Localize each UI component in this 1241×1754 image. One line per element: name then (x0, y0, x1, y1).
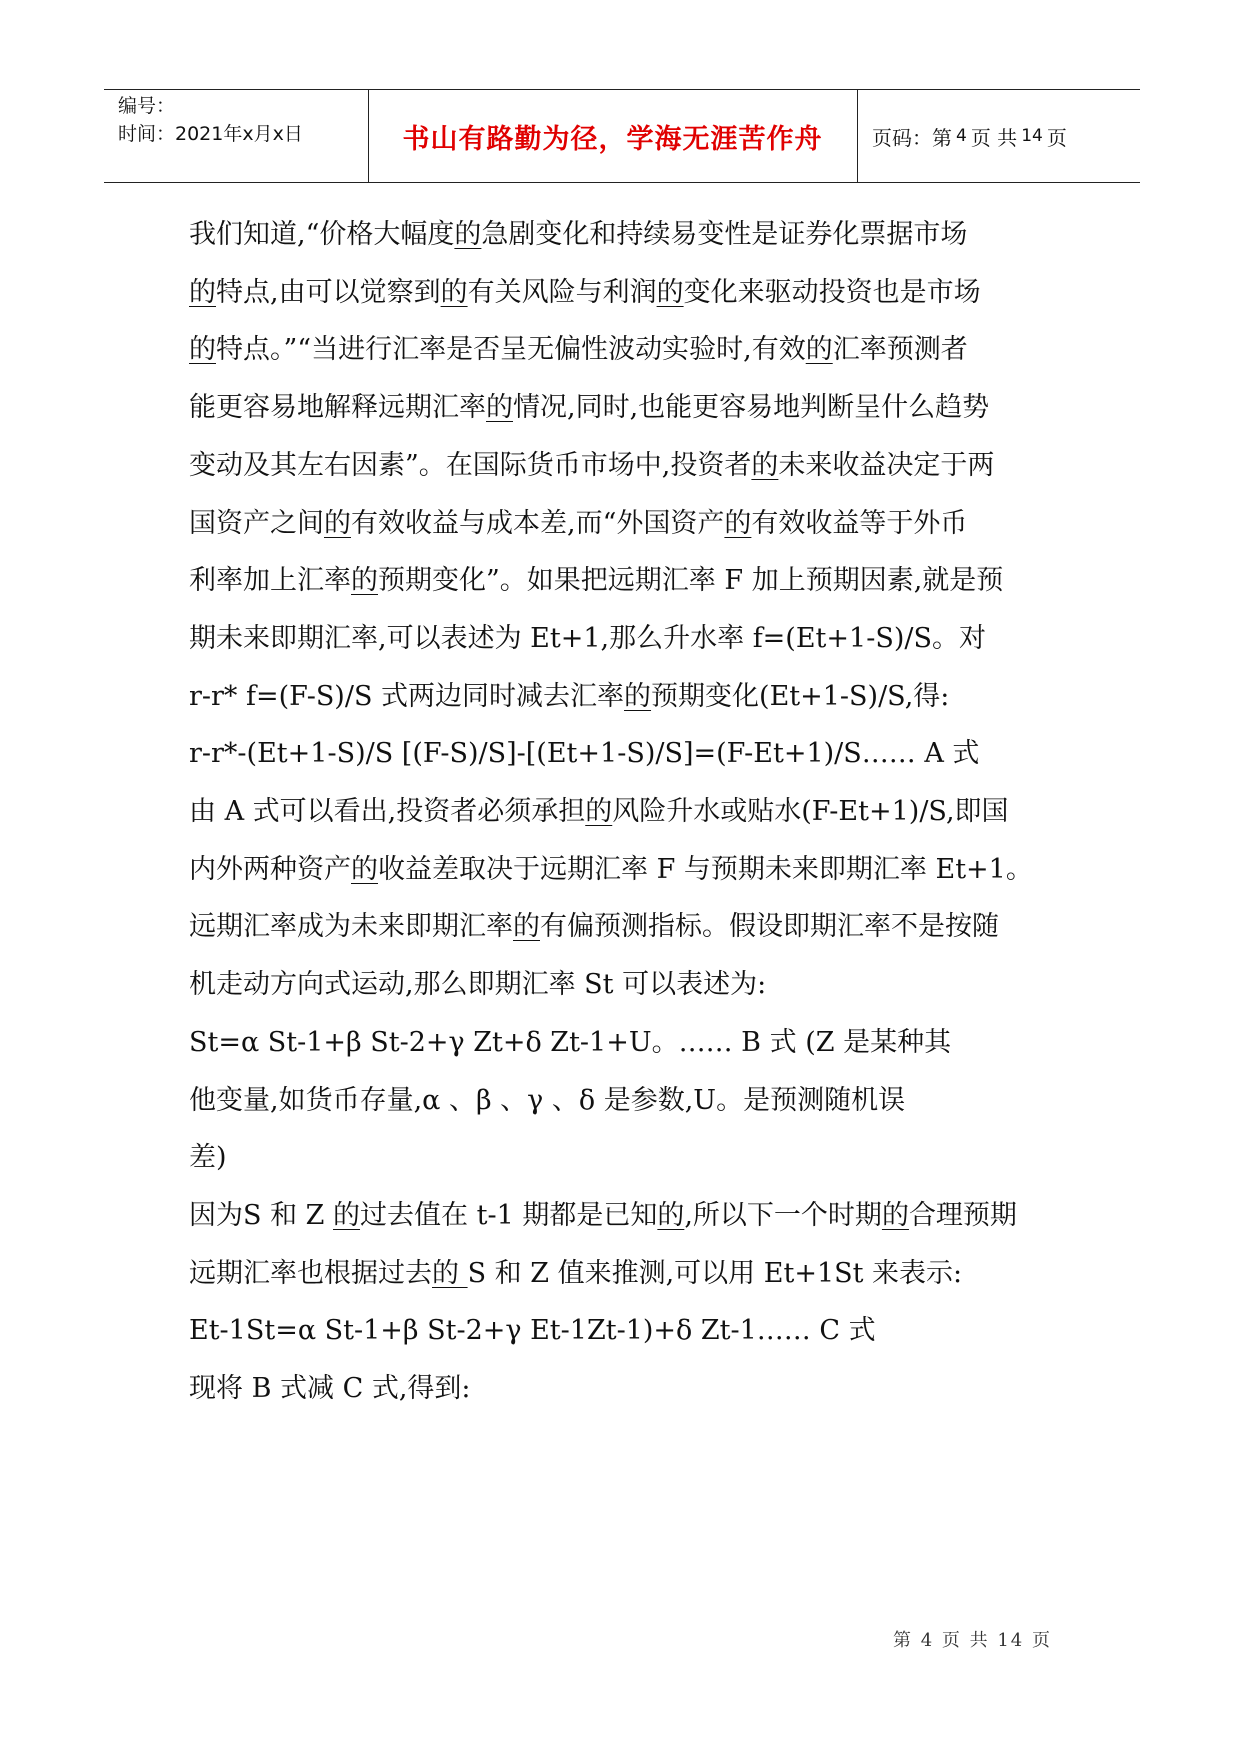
header-page-total: 14 (1021, 126, 1043, 146)
text-segment: 情况,同时,也能更容易地判断呈什么趋势 (513, 392, 990, 424)
underlined-text: 的 (881, 1199, 909, 1231)
text-line (189, 504, 967, 544)
text-segment: r-r*-(Et+1-S)/S [(F-S)/S]-[(Et+1-S)/S]=(F-Et+1)/S…… A 式 (189, 738, 980, 770)
text-line (189, 388, 989, 428)
text-line (189, 273, 981, 313)
text-segment: 特点,由可以觉察到 (216, 276, 441, 308)
text-line (189, 1196, 1017, 1236)
text-segment: 过去值在 t-1 期都是已知 (360, 1199, 658, 1231)
page-header (104, 89, 1140, 183)
text-segment: 由 A 式可以看出,投资者必须承担 (189, 796, 586, 827)
text-segment: 汇率预测者 (832, 334, 968, 366)
header-divider (857, 90, 858, 182)
text-line (189, 446, 994, 486)
text-segment: 利率加上汇率 (189, 565, 351, 597)
underlined-text: 的 (189, 334, 216, 366)
underlined-text: 的 (454, 219, 482, 250)
underlined-text: 的 (351, 853, 378, 885)
text-segment: 能更容易地解释远期汇率 (189, 392, 486, 424)
text-segment: 他变量,如货币存量,α 、β 、γ 、δ 是参数,U。是预测随机误 (189, 1084, 906, 1116)
underlined-text: 的 (585, 796, 613, 827)
text-segment: 合理预期 (908, 1199, 1017, 1231)
text-segment: 有偏预测指标。假设即期汇率不是按随 (540, 911, 999, 943)
header-left-block (118, 92, 303, 148)
text-line (189, 1254, 962, 1294)
text-line (189, 1369, 471, 1409)
header-page-current: 4 (956, 126, 967, 146)
underlined-text: 的 (324, 507, 351, 539)
text-line (189, 792, 1009, 832)
text-segment: 远期汇率也根据过去 (189, 1257, 432, 1289)
underlined-text: 的 (351, 565, 378, 597)
text-segment: 变动及其左右因素”。在国际货币市场中,投资者 (189, 449, 752, 481)
text-line (189, 907, 999, 947)
text-segment: r-r* f=(F-S)/S 式两边同时减去汇率 (189, 680, 625, 712)
underlined-text: 的 (624, 680, 652, 712)
underlined-text: 的 (513, 911, 540, 943)
text-segment: St=α St-1+β St-2+γ Zt+δ Zt-1+U。…… B 式 (Z 是某种其 (189, 1026, 952, 1058)
text-line (189, 215, 967, 255)
header-motto: 书山有路勤为径，学海无涯苦作舟 (402, 123, 823, 155)
text-line (189, 1138, 227, 1178)
text-line (189, 734, 979, 774)
text-segment: 期未来即期汇率,可以表述为 Et+1,那么升水率 f=(Et+1-S)/S。对 (189, 622, 986, 654)
text-line (189, 619, 986, 659)
text-segment: 收益差取决于远期汇率 F 与预期未来即期汇率 Et+1。 (378, 853, 1033, 885)
text-segment: 差) (189, 1142, 227, 1174)
text-line (189, 561, 1003, 601)
header-page-info (872, 90, 1067, 182)
header-page-prefix: 页码：第 (872, 125, 952, 150)
text-segment: 内外两种资产 (189, 853, 351, 885)
underlined-text: 的 (656, 276, 684, 308)
text-line (189, 1311, 876, 1351)
text-segment: Et-1St=α St-1+β St-2+γ Et-1Zt-1)+δ Zt-1…… C 式 (189, 1315, 876, 1347)
underlined-text: 的 (486, 392, 513, 424)
text-segment: 有效收益等于外币 (751, 507, 968, 539)
text-segment: 我们知道,“价格大幅度 (189, 219, 455, 250)
text-line (189, 677, 949, 717)
underlined-text: 的 (432, 1257, 468, 1289)
text-segment: 远期汇率成为未来即期汇率 (189, 911, 513, 943)
text-segment: 未来收益决定于两 (778, 449, 995, 481)
text-segment: 有关风险与利润 (467, 276, 657, 308)
text-segment: 特点。”“当进行汇率是否呈无偏性波动实验时,有效 (216, 334, 806, 366)
text-segment: 预期变化(Et+1-S)/S,得: (651, 680, 950, 712)
text-segment: 预期变化”。如果把远期汇率 F 加上预期因素,就是预 (378, 565, 1004, 597)
header-page-middle: 页 共 (970, 125, 1018, 150)
text-segment: 变化来驱动投资也是市场 (683, 276, 981, 308)
underlined-text: 的 (724, 507, 752, 539)
text-line (189, 1023, 951, 1063)
underlined-text: 的 (440, 276, 468, 308)
text-segment: 急剧变化和持续易变性是证券化票据市场 (481, 219, 968, 250)
underlined-text: 的 (805, 334, 833, 366)
header-page-suffix: 页 (1046, 125, 1067, 150)
page-footer: 第 4 页 共 14 页 (893, 1630, 1052, 1651)
text-segment: 风险升水或贴水(F-Et+1)/S,即国 (612, 796, 1009, 827)
text-line (189, 330, 968, 370)
text-line (189, 1081, 905, 1121)
text-segment: 机走动方向式运动,那么即期汇率 St 可以表述为: (189, 969, 767, 1001)
text-segment: 有效收益与成本差,而“外国资产 (351, 507, 725, 539)
text-line (189, 965, 766, 1005)
header-time-label: 时间：2021年x月x日 (118, 123, 303, 145)
header-number-label: 编号： (118, 95, 176, 117)
text-line (189, 850, 1033, 890)
text-segment: 现将 B 式减 C 式,得到: (189, 1373, 471, 1404)
text-segment: 国资产之间 (189, 507, 324, 539)
underlined-text: 的 (333, 1199, 361, 1231)
text-segment: S 和 Z 值来推测,可以用 Et+1St 来表示: (467, 1257, 963, 1289)
text-segment: 因为S 和 Z (189, 1199, 334, 1231)
text-segment: ,所以下一个时期 (684, 1199, 882, 1231)
underlined-text: 的 (751, 449, 779, 481)
underlined-text: 的 (657, 1199, 685, 1231)
underlined-text: 的 (189, 276, 216, 308)
